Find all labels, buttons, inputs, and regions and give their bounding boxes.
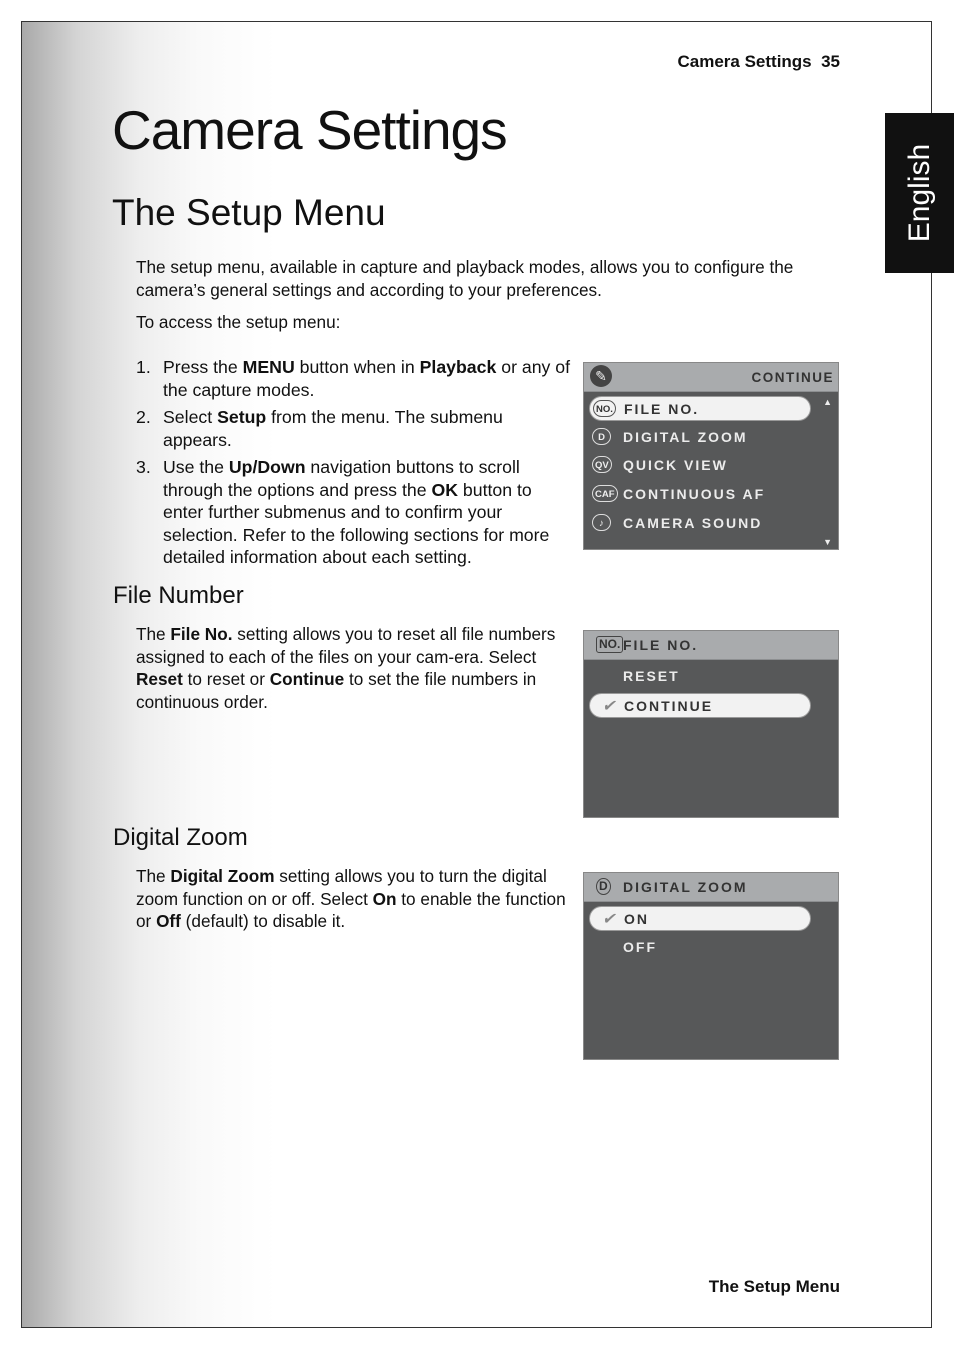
step-bold: Playback bbox=[419, 357, 497, 377]
language-tab bbox=[885, 113, 954, 273]
step-text: from the menu. The submenu appears. bbox=[163, 407, 503, 450]
step-bold: Up/Down bbox=[228, 457, 306, 477]
option-reset[interactable] bbox=[589, 664, 811, 689]
file-number-paragraph bbox=[136, 623, 576, 713]
para-text: to reset or bbox=[182, 669, 270, 689]
file-number-screen bbox=[583, 630, 839, 818]
step-number: 3. bbox=[136, 457, 151, 477]
menu-item-file-no[interactable] bbox=[589, 396, 811, 421]
para-bold: Reset bbox=[136, 669, 183, 689]
option-label: OFF bbox=[623, 939, 657, 955]
quick-view-icon: QV bbox=[592, 456, 612, 473]
screen-title: DIGITAL ZOOM bbox=[623, 879, 748, 895]
menu-item-quick-view[interactable] bbox=[589, 453, 811, 478]
file-number-heading: File Number bbox=[113, 582, 244, 609]
option-off[interactable] bbox=[589, 935, 811, 960]
continuous-af-icon: CAF bbox=[592, 485, 618, 502]
step-number: 1. bbox=[136, 357, 151, 377]
step-text: or any of the capture modes. bbox=[163, 357, 571, 400]
step-bold: Setup bbox=[217, 407, 267, 427]
menu-item-camera-sound[interactable] bbox=[589, 511, 811, 536]
para-bold: Off bbox=[156, 911, 181, 931]
continue-label: CONTINUE bbox=[751, 370, 834, 385]
screen-title: FILE NO. bbox=[623, 637, 699, 653]
digital-zoom-heading: Digital Zoom bbox=[113, 824, 248, 851]
para-text: The bbox=[136, 624, 171, 644]
step-text: button to enter further submenus and to confirm your selection. Refer to the following sections for more detailed information about each setting. bbox=[163, 479, 550, 567]
option-continue[interactable] bbox=[589, 693, 811, 718]
step-text: navigation buttons to scroll through the options and press the bbox=[163, 457, 520, 500]
checkmark-icon: ✔ bbox=[602, 911, 616, 928]
steps-list bbox=[136, 356, 576, 574]
menu-item-digital-zoom[interactable] bbox=[589, 425, 811, 450]
para-bold: Continue bbox=[269, 669, 345, 689]
screen-header bbox=[584, 363, 838, 392]
para-text: setting allows you to reset all file numbers assigned to each of the files on your cam-era. Select bbox=[136, 624, 556, 667]
option-on[interactable] bbox=[589, 906, 811, 931]
para-bold: On bbox=[372, 888, 397, 909]
scroll-down-icon[interactable]: ▼ bbox=[823, 537, 832, 547]
checkmark-icon: ✔ bbox=[602, 698, 616, 715]
digital-zoom-icon: D bbox=[596, 878, 611, 895]
step-item bbox=[136, 356, 576, 401]
para-text: setting allows you to turn the digital zoom function on or off. Select bbox=[136, 866, 547, 909]
step-text: Use the bbox=[163, 457, 229, 477]
digital-zoom-screen bbox=[583, 872, 839, 1060]
digital-zoom-icon: D bbox=[592, 428, 611, 445]
digital-zoom-paragraph bbox=[136, 865, 576, 933]
step-number: 2. bbox=[136, 407, 151, 427]
camera-sound-icon: ♪ bbox=[592, 514, 611, 531]
step-bold: OK bbox=[431, 479, 458, 500]
screen-header bbox=[584, 631, 838, 660]
file-number-icon: NO. bbox=[596, 636, 623, 653]
step-text: button when in bbox=[294, 357, 420, 377]
para-bold: File No. bbox=[170, 624, 233, 644]
language-tab-label: English bbox=[902, 143, 936, 243]
running-header: Camera Settings 35 bbox=[677, 52, 840, 71]
para-text: to enable the function or bbox=[136, 888, 566, 931]
access-paragraph: To access the setup menu: bbox=[136, 312, 341, 332]
page-title: Camera Settings bbox=[112, 99, 507, 161]
menu-item-continuous-af[interactable] bbox=[589, 482, 811, 507]
wrench-icon: ✎ bbox=[590, 365, 612, 387]
step-item bbox=[136, 406, 576, 451]
intro-paragraph: The setup menu, available in capture and playback modes, allows you to configure the camera’s general settings and according to your preferences. bbox=[136, 257, 794, 300]
step-item bbox=[136, 456, 576, 569]
para-bold: Digital Zoom bbox=[170, 866, 275, 886]
step-text: Select bbox=[163, 407, 218, 427]
setup-menu-screen bbox=[583, 362, 839, 550]
para-text: to set the file numbers in continuous order. bbox=[136, 669, 537, 712]
screen-header bbox=[584, 873, 838, 902]
step-bold: MENU bbox=[242, 357, 295, 377]
scroll-up-icon[interactable]: ▲ bbox=[823, 397, 832, 407]
file-number-icon: NO. bbox=[593, 400, 616, 417]
option-label: RESET bbox=[623, 668, 680, 684]
menu-item-label: FILE NO. bbox=[624, 401, 700, 417]
menu-item-label: QUICK VIEW bbox=[623, 457, 728, 473]
menu-item-label: DIGITAL ZOOM bbox=[623, 429, 748, 445]
step-text: Press the bbox=[163, 357, 243, 377]
menu-item-label: CONTINUOUS AF bbox=[623, 486, 766, 502]
para-text: (default) to disable it. bbox=[180, 911, 346, 931]
option-label: ON bbox=[624, 911, 649, 927]
menu-item-label: CAMERA SOUND bbox=[623, 515, 763, 531]
running-footer: The Setup Menu bbox=[708, 1277, 840, 1296]
para-text: The bbox=[136, 866, 171, 886]
section-title: The Setup Menu bbox=[112, 192, 386, 233]
option-label: CONTINUE bbox=[624, 698, 714, 714]
